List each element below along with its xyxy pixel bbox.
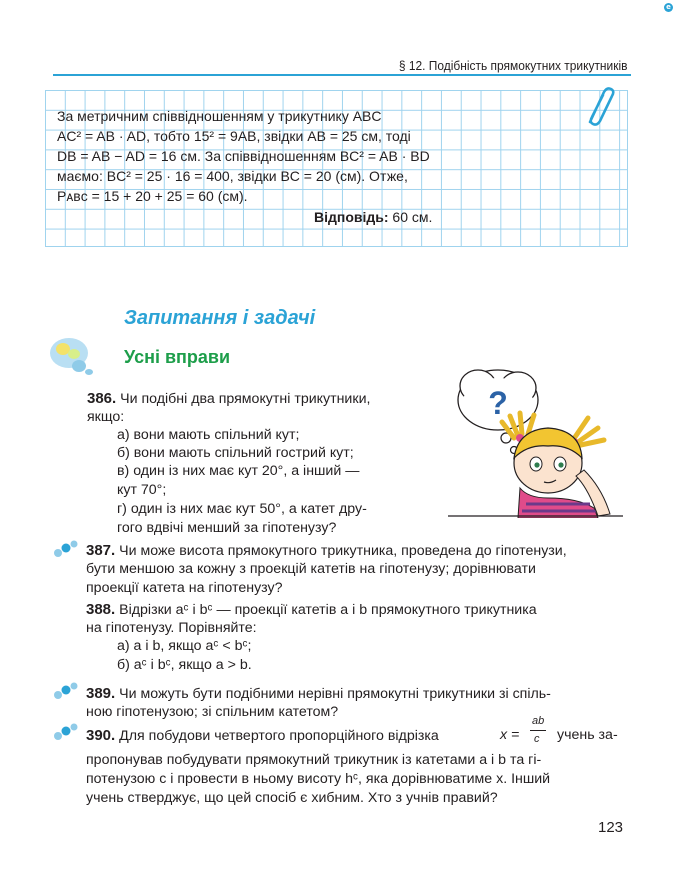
- exercise-390-text: учень за-: [557, 727, 618, 743]
- exercise-386-line: [87, 389, 370, 409]
- exercise-388-option: б) aᶜ і bᶜ, якщо a > b.: [117, 657, 252, 673]
- exercise-389-number: 389.: [86, 685, 116, 702]
- exercise-390-number: 390.: [86, 727, 116, 744]
- exercise-388-line: [86, 600, 537, 620]
- solution-line: DB = AB − AD = 16 см. За співвідношенням BC² = AB · BD: [57, 148, 430, 164]
- answer-label: Відповідь:: [314, 209, 389, 225]
- exercise-386-option: б) вони мають спільний гострий кут;: [117, 445, 354, 461]
- exercise-386-option: кут 70°;: [117, 482, 167, 498]
- exercise-386-option: гого вдвічі менший за гіпотенузу?: [117, 520, 337, 536]
- question-mark-icon: ?: [488, 385, 508, 421]
- exercise-387-number: 387.: [86, 542, 116, 559]
- formula-lhs: x =: [500, 727, 520, 743]
- exercise-386-number: 386.: [87, 390, 117, 407]
- paperclip-icon: [580, 86, 616, 132]
- running-header: § 12. Подібність прямокутних трикутників: [398, 58, 627, 73]
- exercise-390-text: учень стверджує, що цей спосіб є хибним. Хто з учнів правий?: [86, 790, 498, 806]
- exercise-387-text: проекції катета на гіпотенузу?: [86, 580, 283, 596]
- answer-value: 60 см.: [388, 209, 433, 225]
- exercise-390-text: пропонував побудувати прямокутний трикутник із катетами a і b та гі-: [86, 752, 542, 768]
- exercise-388-text: Відрізки aᶜ і bᶜ — проекції катетів a і b прямокутного трикутника: [115, 602, 537, 618]
- page-number: 123: [598, 819, 624, 836]
- exercise-387-text: Чи може висота прямокутного трикутника, проведена до гіпотенузи,: [115, 543, 567, 559]
- formula-numerator: ab: [532, 715, 545, 727]
- exercise-388-option: а) a і b, якщо aᶜ < bᶜ;: [117, 638, 252, 654]
- section-title: Запитання і задачі: [124, 307, 316, 329]
- publisher-logo: [664, 3, 673, 12]
- exercise-389-text: Чи можуть бути подібними нерівні прямокутні трикутники зі спіль-: [115, 686, 551, 702]
- difficulty-dots-icon: [52, 722, 80, 746]
- solution-answer: [314, 207, 432, 227]
- solution-line: AC² = AB · AD, тобто 15² = 9AB, звідки AB = 25 см, тоді: [57, 128, 411, 144]
- exercise-388-text: на гіпотенузу. Порівняйте:: [86, 620, 257, 636]
- exercise-387-line: [86, 541, 567, 561]
- exercise-390-text: Для побудови четвертого пропорційного відрізка: [115, 728, 439, 744]
- exercise-386-option: в) один із них має кут 20°, а інший —: [117, 463, 360, 479]
- exercise-386-text: якщо:: [87, 409, 125, 425]
- oral-exercises-title: Усні вправи: [124, 347, 231, 367]
- exercise-386-text: Чи подібні два прямокутні трикутники,: [116, 391, 371, 407]
- exercise-390-line: [86, 726, 439, 746]
- formula-denominator: c: [534, 733, 540, 745]
- exercise-390-text: потенузою c і провести в ньому висоту hᶜ, яка дорівнюватиме x. Інший: [86, 771, 551, 787]
- exercise-387-text: бути меншою за кожну з проекцій катетів на гіпотенузу; дорівнювати: [86, 561, 536, 577]
- exercise-389-line: [86, 684, 551, 704]
- solution-line: маємо: BC² = 25 · 16 = 400, звідки BC = 20 (см). Отже,: [57, 168, 408, 184]
- exercise-386-option: а) вони мають спільний кут;: [117, 427, 300, 443]
- speech-bubble-icon: [48, 336, 96, 380]
- solution-line: Pᴀʙᴄ = 15 + 20 + 25 = 60 (см).: [57, 188, 248, 204]
- thinking-girl-illustration: [448, 358, 623, 522]
- exercise-388-number: 388.: [86, 601, 116, 618]
- exercise-386-option: г) один із них має кут 50°, а катет дру-: [117, 501, 367, 517]
- exercise-389-text: ною гіпотенузою; зі спільним катетом?: [86, 704, 339, 720]
- header-divider: [53, 74, 631, 76]
- difficulty-dots-icon: [52, 539, 80, 563]
- formula-fraction-bar: [530, 730, 546, 731]
- solution-line: За метричним співвідношенням у трикутнику ABC: [57, 108, 382, 124]
- publisher-logo-mark: e: [664, 3, 673, 12]
- difficulty-dots-icon: [52, 681, 80, 705]
